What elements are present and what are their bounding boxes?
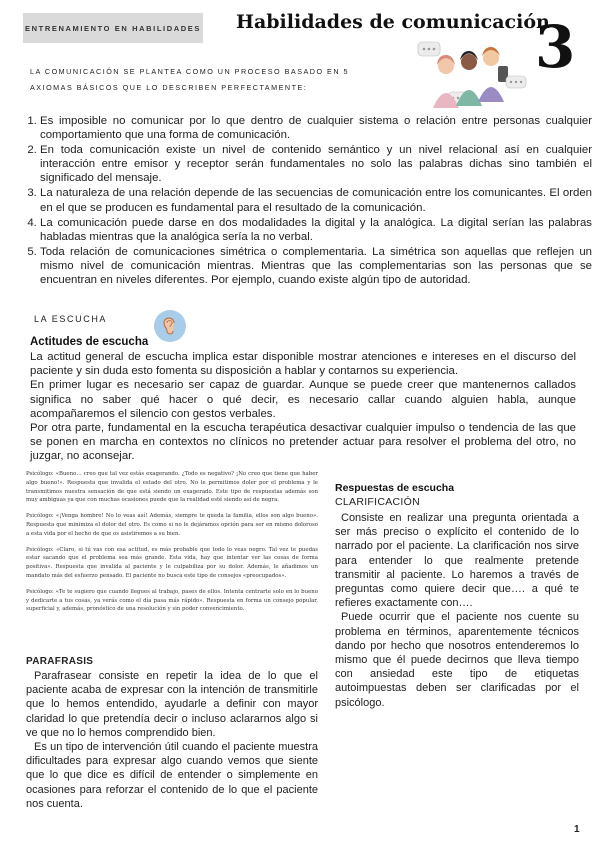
parafrasis-heading: PARAFRASIS bbox=[26, 656, 94, 667]
page-number: 1 bbox=[574, 824, 580, 835]
clarificacion-paragraph: Puede ocurrir que el paciente nos cuente su problema en términos, aparentemente técnicos dando por hecho que nosotros entenderemos lo mismo que él puede decirnos que lleva tiempo con ansiedad este tipo de etiquetas autoimpuestas deben ser clarificadas por el psicólogo. bbox=[335, 611, 579, 709]
escucha-heading: LA ESCUCHA bbox=[34, 314, 108, 324]
dialogue-example: Psicólogo: «Te te sugiero que cuando llegues al trabajo, pases de ellos. Intenta centrarte solo en lo bueno y dedicarte a tus cosas, ya verás como el día pasa más rápido». Respuesta en forma un consejo popular, superficial y, además, pronóstico de una resolución y sin poder convencimiento. bbox=[26, 588, 318, 613]
dialogue-example: Psicólogo: «¡Venga hombre! No lo veas así! Además, siempre te queda la familia, ellos son algo bueno». Respuesta que minimiza el dolor del otro. Es como si no le dejáramos opción para ser en mismo doloroso a esta vida por el hecho de que os asistiremos a su bien. bbox=[26, 513, 318, 537]
section-tag bbox=[23, 13, 203, 43]
axiom-item: 5. Toda relación de comunicaciones simétrica o complementaria. La simétrica son aquellas que reflejen un mismo nivel de comunicación mientras. Mientras que las complementarias son las personas que se encuentran en niveles diferentes. Por ejemplo, cuando existe algún tipo de autoridad. bbox=[40, 245, 592, 287]
escucha-paragraph: La actitud general de escucha implica estar disponible mostrar atenciones e intereses en el discurso del paciente y sin duda esto fomenta su disposición a hablar y contarnos su experiencia. bbox=[30, 351, 576, 378]
chapter-number: 3 bbox=[535, 13, 576, 81]
parafrasis-body bbox=[26, 669, 318, 811]
clarificacion-heading: CLARIFICACIÓN bbox=[335, 496, 420, 508]
escucha-subheading: Actitudes de escucha bbox=[30, 336, 149, 348]
section-tag-label: ENTRENAMIENTO EN HABILIDADES bbox=[25, 23, 201, 33]
ear-shape bbox=[161, 316, 179, 336]
escucha-paragraph: Por otra parte, fundamental en la escucha terapéutica desactivar cualquier impulso o tendencia de las que se ponen en marcha en contextos no clínicos no pretender actuar para resolver el problema del otro, no juzgar, no aconsejar. bbox=[30, 422, 576, 463]
respuestas-heading: Respuestas de escucha bbox=[335, 482, 455, 494]
axiom-item: 4. La comunicación puede darse en dos modalidades la digital y la analógica. La digital serían las palabras habladas mientras que la analógica sería la no verbal. bbox=[40, 216, 592, 244]
clarificacion-body bbox=[335, 511, 579, 710]
axioms-list bbox=[26, 114, 592, 288]
axiom-item: 1. Es imposible no comunicar por lo que dentro de cualquier sistema o relación entre personas cualquier comportamiento que una forma de comunicación. bbox=[40, 114, 592, 142]
people-chat-illustration bbox=[416, 36, 530, 114]
dialogue-example: Psicólogo: «Claro, si tú vas con esa actitud, es más probable que todo lo veas negro. Tal vez te puedas estar sacando que el problema sea más grande. Esta vida, hay que intentar ver las cosas de forma positiva». Respuesta que invalida al paciente y le culpabiliza por su dolor. Además, le añadimos un mandato más del esfuerzo pensado. El paciente no busca este tipo de consejos «preocupados». bbox=[26, 546, 318, 579]
dialogue-example: Psicólogo: «Bueno… creo que tal vez estás exagerando. ¿Todo es negativo? ¡No creo que tiene que haber algo bueno!». Respuesta que invalida el estado del otro. No le permitimos doler por el problema y le transmitimos nuestra sensación de que está siendo un exagerado. Este tipo de respuestas además son muy ambiguas ya que con muchas ocasiones puede que la realidad esté siendo así de negra. bbox=[26, 471, 318, 504]
escucha-body bbox=[30, 350, 576, 464]
page-title: Habilidades de comunicación bbox=[236, 11, 550, 33]
escucha-paragraph: En primer lugar es necesario ser capaz de guardar. Aunque se puede creer que mantenernos callados significa no saber qué hacer o qué decir, es necesario callar cuando alguien habla, aunque acompañaremos el silencio con gestos verbales. bbox=[30, 379, 576, 420]
ear-icon bbox=[154, 310, 186, 342]
dialogue-examples bbox=[26, 470, 318, 621]
axiom-item: 3. La naturaleza de una relación depende de las secuencias de comunicación entre los comunicantes. El orden en el que se producen es fundamental para el resultado de la comunicación. bbox=[40, 186, 592, 214]
axiom-item: 2. En toda comunicación existe un nivel de contenido semántico y un nivel relacional así en cualquier interacción entre emisor y receptor serán fundamentales no solo las palabras dichas sino también el significado del mensaje. bbox=[40, 143, 592, 185]
parafrasis-paragraph: Parafrasear consiste en repetir la idea de lo que el paciente acaba de expresar con la intención de transmitirle que lo hemos entendido, ayudarle a definir con mayor claridad lo que pretendía decir o incluso aclararnos algo si ve que no lo hemos comprendido bien. bbox=[26, 670, 318, 739]
intro-text: LA COMUNICACIÓN SE PLANTEA COMO UN PROCESO BASADO EN 5 AXIOMAS BÁSICOS QUE LO DESCRIBEN PERFECTAMENTE: bbox=[30, 67, 350, 92]
clarificacion-paragraph: Consiste en realizar una pregunta orientada a ser más preciso o explícito el contenido de lo narrado por el paciente. La clarificación nos sirve para entender lo que realmente pretende transmitir al paciente. Lo haremos a través de preguntas como quiere decir que…. a qué te refieres exactamente con…. bbox=[335, 512, 579, 610]
parafrasis-paragraph: Es un tipo de intervención útil cuando el paciente muestra dificultades para expresar algo cuando vemos que siente que lo que dice es difícil de entender o simplemente en ocasiones para reforzar el contenido de lo que el paciente nos cuenta. bbox=[26, 741, 318, 810]
